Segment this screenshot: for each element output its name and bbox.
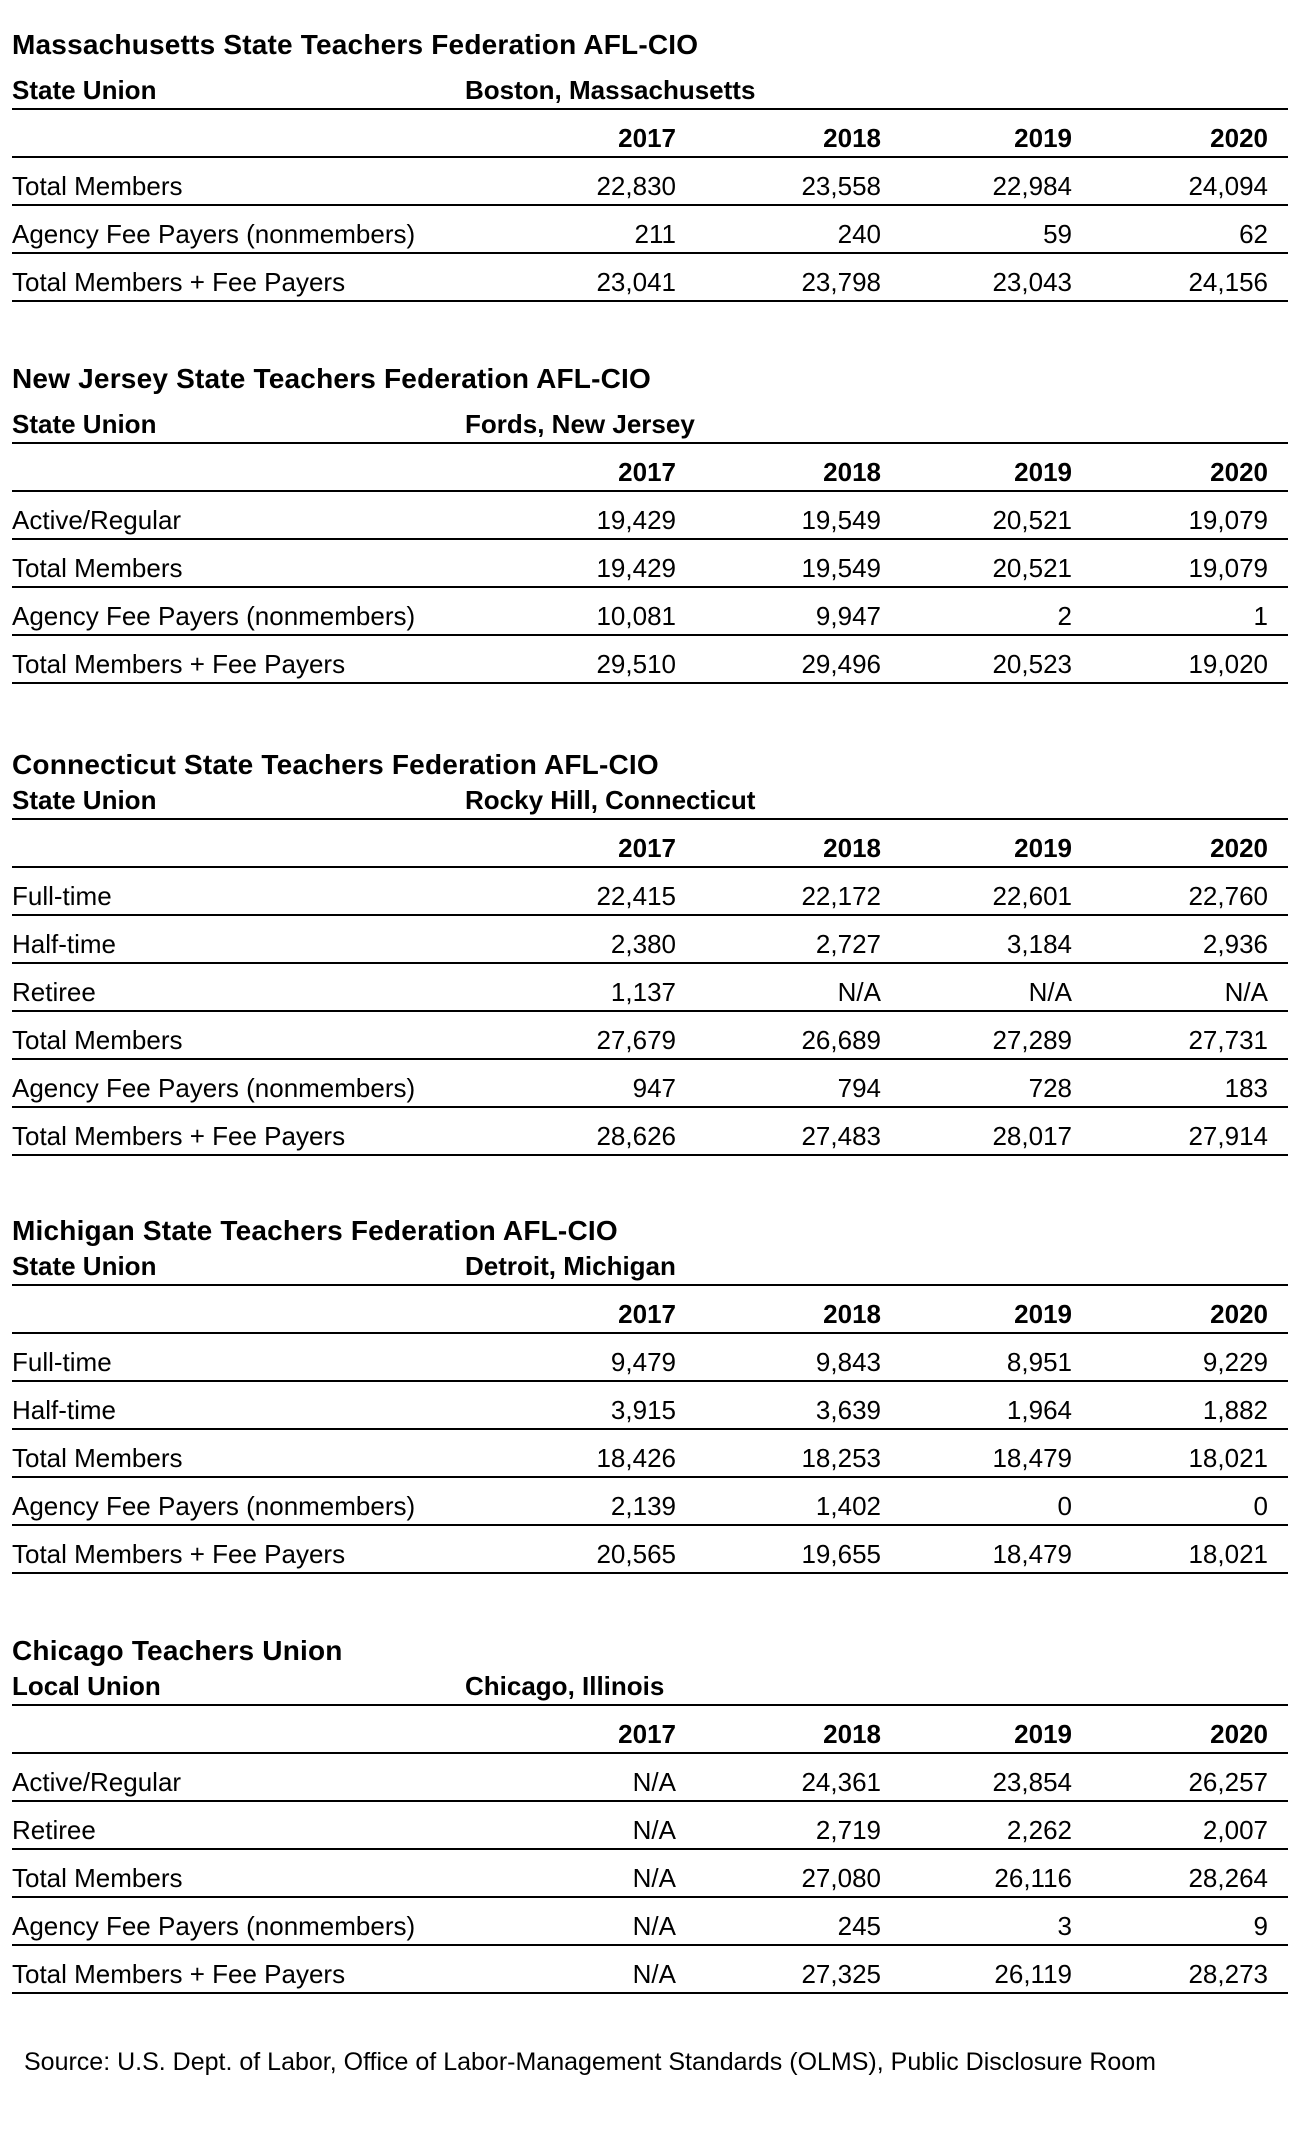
row-value: 9,947 bbox=[815, 601, 881, 631]
row-value: 2,936 bbox=[1202, 929, 1268, 959]
row-value: 19,429 bbox=[596, 505, 676, 535]
row-value: 1,882 bbox=[1202, 1395, 1268, 1425]
table-row bbox=[12, 1012, 1288, 1060]
section-title: Massachusetts State Teachers Federation AFL-CIO bbox=[12, 29, 699, 60]
row-label: Agency Fee Payers (nonmembers) bbox=[12, 1073, 416, 1103]
row-value: N/A bbox=[1224, 977, 1268, 1007]
year-header: 2019 bbox=[1014, 833, 1072, 863]
row-value: 27,325 bbox=[801, 1959, 881, 1989]
year-header: 2018 bbox=[823, 457, 881, 487]
table-row bbox=[12, 868, 1288, 916]
table-row bbox=[12, 254, 1288, 302]
year-header: 2019 bbox=[1014, 1719, 1072, 1749]
year-header: 2020 bbox=[1210, 833, 1268, 863]
source-note: Source: U.S. Dept. of Labor, Office of Labor-Management Standards (OLMS), Public Disclosure Room bbox=[24, 2048, 1157, 2076]
row-value: 23,041 bbox=[596, 267, 676, 297]
table-row bbox=[12, 1060, 1288, 1108]
row-label: Active/Regular bbox=[12, 1767, 182, 1797]
year-header-row bbox=[12, 444, 1288, 492]
union-section bbox=[12, 751, 1288, 1156]
row-value: 26,116 bbox=[994, 1863, 1072, 1893]
section-title: Chicago Teachers Union bbox=[12, 1635, 343, 1666]
year-header: 2020 bbox=[1210, 1719, 1268, 1749]
year-header: 2019 bbox=[1014, 1299, 1072, 1329]
row-value: 27,289 bbox=[992, 1025, 1072, 1055]
row-value: 22,601 bbox=[992, 881, 1072, 911]
table-row bbox=[12, 1478, 1288, 1526]
row-label: Total Members + Fee Payers bbox=[12, 1959, 346, 1989]
row-value: 20,565 bbox=[596, 1539, 676, 1569]
table-header-row bbox=[12, 779, 1288, 820]
union-location: Rocky Hill, Connecticut bbox=[465, 785, 756, 815]
row-value: 18,253 bbox=[801, 1443, 881, 1473]
row-label: Retiree bbox=[12, 977, 96, 1007]
year-header: 2018 bbox=[823, 1719, 881, 1749]
row-value: 29,510 bbox=[596, 649, 676, 679]
table-row bbox=[12, 1946, 1288, 1994]
year-header: 2018 bbox=[823, 1299, 881, 1329]
union-location: Chicago, Illinois bbox=[465, 1671, 665, 1701]
table-row bbox=[12, 1850, 1288, 1898]
row-value: 10,081 bbox=[596, 601, 676, 631]
row-label: Total Members + Fee Payers bbox=[12, 1121, 346, 1151]
row-label: Full-time bbox=[12, 1347, 112, 1377]
row-value: 3,184 bbox=[1006, 929, 1072, 959]
union-type-label: State Union bbox=[12, 785, 157, 815]
row-value: 23,798 bbox=[801, 267, 881, 297]
row-label: Total Members + Fee Payers bbox=[12, 1539, 346, 1569]
row-label: Total Members bbox=[12, 171, 183, 201]
table-row bbox=[12, 636, 1288, 684]
table-row bbox=[12, 492, 1288, 540]
table-header-row bbox=[12, 1665, 1288, 1706]
row-value: 2,139 bbox=[610, 1491, 676, 1521]
row-value: 9 bbox=[1253, 1911, 1268, 1941]
row-value: 19,020 bbox=[1188, 649, 1268, 679]
row-value: 18,021 bbox=[1188, 1443, 1268, 1473]
row-value: 27,679 bbox=[596, 1025, 676, 1055]
row-label: Agency Fee Payers (nonmembers) bbox=[12, 601, 416, 631]
row-value: 8,951 bbox=[1006, 1347, 1072, 1377]
row-label: Active/Regular bbox=[12, 505, 182, 535]
table-row bbox=[12, 916, 1288, 964]
row-value: 18,426 bbox=[596, 1443, 676, 1473]
row-label: Retiree bbox=[12, 1815, 96, 1845]
table-row bbox=[12, 540, 1288, 588]
row-value: 20,523 bbox=[992, 649, 1072, 679]
year-header: 2020 bbox=[1210, 1299, 1268, 1329]
row-value: 3,915 bbox=[610, 1395, 676, 1425]
year-header: 2017 bbox=[618, 457, 676, 487]
year-header-row bbox=[12, 820, 1288, 868]
row-value: 1,402 bbox=[815, 1491, 881, 1521]
row-label: Full-time bbox=[12, 881, 112, 911]
union-type-label: State Union bbox=[12, 1251, 157, 1281]
year-header: 2018 bbox=[823, 833, 881, 863]
row-value: 28,017 bbox=[992, 1121, 1072, 1151]
row-value: 29,496 bbox=[801, 649, 881, 679]
row-value: 183 bbox=[1224, 1073, 1268, 1103]
row-value: 20,521 bbox=[992, 553, 1072, 583]
row-value: 9,479 bbox=[610, 1347, 676, 1377]
row-value: 18,021 bbox=[1188, 1539, 1268, 1569]
row-label: Total Members bbox=[12, 1863, 183, 1893]
row-value: 19,549 bbox=[801, 505, 881, 535]
table-row bbox=[12, 1382, 1288, 1430]
table-row bbox=[12, 158, 1288, 206]
row-value: 27,483 bbox=[801, 1121, 881, 1151]
row-value: 24,094 bbox=[1188, 171, 1268, 201]
row-value: 240 bbox=[837, 219, 881, 249]
year-header: 2020 bbox=[1210, 457, 1268, 487]
union-membership-report bbox=[0, 31, 1306, 2077]
row-value: 728 bbox=[1028, 1073, 1072, 1103]
year-header: 2017 bbox=[618, 1299, 676, 1329]
union-section bbox=[12, 365, 1288, 684]
row-value: 19,079 bbox=[1188, 553, 1268, 583]
year-header-row bbox=[12, 1286, 1288, 1334]
row-value: 19,429 bbox=[596, 553, 676, 583]
year-header: 2019 bbox=[1014, 457, 1072, 487]
table-row bbox=[12, 1802, 1288, 1850]
row-value: 18,479 bbox=[992, 1443, 1072, 1473]
year-header-row bbox=[12, 110, 1288, 158]
year-header: 2020 bbox=[1210, 123, 1268, 153]
row-value: 24,156 bbox=[1188, 267, 1268, 297]
row-value: 27,914 bbox=[1188, 1121, 1268, 1151]
row-value: 245 bbox=[837, 1911, 881, 1941]
row-label: Agency Fee Payers (nonmembers) bbox=[12, 1491, 416, 1521]
row-value: N/A bbox=[632, 1767, 676, 1797]
row-value: 22,984 bbox=[992, 171, 1072, 201]
row-value: 3,639 bbox=[815, 1395, 881, 1425]
row-value: 3 bbox=[1057, 1911, 1072, 1941]
row-value: 2,719 bbox=[815, 1815, 881, 1845]
table-row bbox=[12, 1754, 1288, 1802]
row-value: 28,626 bbox=[596, 1121, 676, 1151]
table-row bbox=[12, 1526, 1288, 1574]
row-value: 18,479 bbox=[992, 1539, 1072, 1569]
union-location: Detroit, Michigan bbox=[465, 1251, 676, 1281]
row-value: 26,257 bbox=[1188, 1767, 1268, 1797]
table-header-row bbox=[12, 1245, 1288, 1286]
union-type-label: Local Union bbox=[12, 1671, 161, 1701]
union-section bbox=[12, 1637, 1288, 1994]
row-label: Agency Fee Payers (nonmembers) bbox=[12, 1911, 416, 1941]
section-title: Michigan State Teachers Federation AFL-CIO bbox=[12, 1215, 618, 1246]
row-value: 1 bbox=[1253, 601, 1268, 631]
row-label: Total Members bbox=[12, 553, 183, 583]
row-value: 0 bbox=[1253, 1491, 1268, 1521]
section-title: New Jersey State Teachers Federation AFL-CIO bbox=[12, 363, 652, 394]
row-value: N/A bbox=[632, 1815, 676, 1845]
row-value: 62 bbox=[1239, 219, 1268, 249]
year-header: 2017 bbox=[618, 833, 676, 863]
year-header-row bbox=[12, 1706, 1288, 1754]
row-label: Total Members bbox=[12, 1025, 183, 1055]
row-value: N/A bbox=[837, 977, 881, 1007]
row-value: 24,361 bbox=[801, 1767, 881, 1797]
row-value: 1,137 bbox=[610, 977, 676, 1007]
row-value: 23,043 bbox=[992, 267, 1072, 297]
union-location: Fords, New Jersey bbox=[465, 409, 695, 439]
row-value: 1,964 bbox=[1006, 1395, 1072, 1425]
table-header-row bbox=[12, 59, 1288, 110]
row-value: 20,521 bbox=[992, 505, 1072, 535]
row-value: 19,655 bbox=[801, 1539, 881, 1569]
row-value: 59 bbox=[1043, 219, 1072, 249]
row-value: 27,731 bbox=[1188, 1025, 1268, 1055]
row-label: Total Members bbox=[12, 1443, 183, 1473]
row-value: 9,843 bbox=[815, 1347, 881, 1377]
row-label: Total Members + Fee Payers bbox=[12, 649, 346, 679]
section-title: Connecticut State Teachers Federation AFL-CIO bbox=[12, 749, 659, 780]
row-label: Half-time bbox=[12, 929, 117, 959]
row-value: N/A bbox=[632, 1863, 676, 1893]
table-row bbox=[12, 1430, 1288, 1478]
row-value: 27,080 bbox=[801, 1863, 881, 1893]
table-header-row bbox=[12, 393, 1288, 444]
row-value: 28,273 bbox=[1188, 1959, 1268, 1989]
row-value: 23,854 bbox=[992, 1767, 1072, 1797]
row-value: 23,558 bbox=[801, 171, 881, 201]
row-value: N/A bbox=[632, 1911, 676, 1941]
row-value: N/A bbox=[1028, 977, 1072, 1007]
union-location: Boston, Massachusetts bbox=[465, 75, 756, 105]
union-type-label: State Union bbox=[12, 409, 157, 439]
row-label: Agency Fee Payers (nonmembers) bbox=[12, 219, 416, 249]
row-value: 9,229 bbox=[1202, 1347, 1268, 1377]
row-value: 28,264 bbox=[1188, 1863, 1268, 1893]
row-value: 211 bbox=[634, 219, 676, 249]
union-tables bbox=[12, 31, 1288, 1994]
year-header: 2017 bbox=[618, 123, 676, 153]
row-value: 794 bbox=[837, 1073, 881, 1103]
table-row bbox=[12, 206, 1288, 254]
row-label: Half-time bbox=[12, 1395, 117, 1425]
table-row bbox=[12, 1334, 1288, 1382]
row-value: 22,415 bbox=[596, 881, 676, 911]
table-row bbox=[12, 1108, 1288, 1156]
row-value: 2,007 bbox=[1202, 1815, 1268, 1845]
row-value: 22,830 bbox=[596, 171, 676, 201]
table-row bbox=[12, 588, 1288, 636]
union-type-label: State Union bbox=[12, 75, 157, 105]
table-row bbox=[12, 964, 1288, 1012]
union-section bbox=[12, 31, 1288, 302]
year-header: 2018 bbox=[823, 123, 881, 153]
row-value: 26,119 bbox=[994, 1959, 1072, 1989]
row-value: 947 bbox=[632, 1073, 676, 1103]
row-value: 2,727 bbox=[815, 929, 881, 959]
row-value: 2,380 bbox=[610, 929, 676, 959]
year-header: 2017 bbox=[618, 1719, 676, 1749]
union-section bbox=[12, 1217, 1288, 1574]
row-value: N/A bbox=[632, 1959, 676, 1989]
row-value: 19,079 bbox=[1188, 505, 1268, 535]
row-label: Total Members + Fee Payers bbox=[12, 267, 346, 297]
row-value: 0 bbox=[1057, 1491, 1072, 1521]
row-value: 22,172 bbox=[801, 881, 881, 911]
row-value: 2,262 bbox=[1006, 1815, 1072, 1845]
row-value: 2 bbox=[1057, 601, 1072, 631]
row-value: 19,549 bbox=[801, 553, 881, 583]
year-header: 2019 bbox=[1014, 123, 1072, 153]
table-row bbox=[12, 1898, 1288, 1946]
row-value: 22,760 bbox=[1188, 881, 1268, 911]
row-value: 26,689 bbox=[801, 1025, 881, 1055]
